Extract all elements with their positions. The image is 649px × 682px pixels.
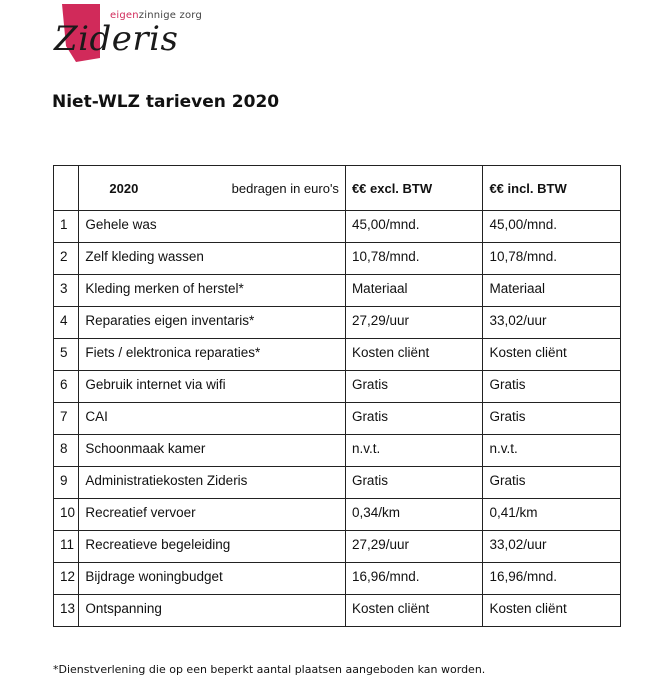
row-number: 5	[54, 339, 79, 371]
row-number: 12	[54, 563, 79, 595]
row-price-excl-btw: Kosten cliënt	[345, 595, 483, 627]
row-price-excl-btw: 16,96/mnd.	[345, 563, 483, 595]
row-price-excl-btw: Kosten cliënt	[345, 339, 483, 371]
table-row	[54, 339, 621, 371]
table-row	[54, 307, 621, 339]
row-number: 9	[54, 467, 79, 499]
logo-wordmark: Zideris	[54, 19, 179, 59]
row-description: Fiets / elektronica reparaties*	[79, 339, 346, 371]
zideris-logo	[52, 2, 202, 66]
row-price-incl-btw: 0,41/km	[483, 499, 621, 531]
header-excl-btw: €€ excl. BTW	[345, 166, 483, 211]
row-number: 11	[54, 531, 79, 563]
row-price-excl-btw: Materiaal	[345, 275, 483, 307]
table-row	[54, 371, 621, 403]
table-row	[54, 243, 621, 275]
row-description: Administratiekosten Zideris	[79, 467, 346, 499]
header-desc-cell	[79, 166, 346, 211]
row-price-incl-btw: 33,02/uur	[483, 307, 621, 339]
tariffs-table	[53, 165, 621, 627]
row-price-excl-btw: 10,78/mnd.	[345, 243, 483, 275]
table-row	[54, 595, 621, 627]
row-price-excl-btw: Gratis	[345, 403, 483, 435]
row-number: 7	[54, 403, 79, 435]
table-row	[54, 499, 621, 531]
row-price-excl-btw: Gratis	[345, 371, 483, 403]
row-price-excl-btw: Gratis	[345, 467, 483, 499]
row-price-excl-btw: 27,29/uur	[345, 307, 483, 339]
row-price-incl-btw: n.v.t.	[483, 435, 621, 467]
table-row	[54, 211, 621, 243]
footnote: *Dienstverlening die op een beperkt aantal plaatsen aangeboden kan worden.	[53, 663, 486, 676]
table-row	[54, 467, 621, 499]
row-price-incl-btw: 45,00/mnd.	[483, 211, 621, 243]
header-num-cell	[54, 166, 79, 211]
row-description: CAI	[79, 403, 346, 435]
row-price-incl-btw: 16,96/mnd.	[483, 563, 621, 595]
table-row	[54, 275, 621, 307]
table-body	[54, 211, 621, 627]
row-price-incl-btw: 10,78/mnd.	[483, 243, 621, 275]
logo-tagline-rest: zinnige zorg	[138, 10, 202, 21]
row-price-incl-btw: Gratis	[483, 371, 621, 403]
row-price-incl-btw: Gratis	[483, 403, 621, 435]
header-year: 2020	[109, 180, 139, 196]
logo-tagline-accent: eigen	[110, 10, 139, 21]
row-number: 8	[54, 435, 79, 467]
table-row	[54, 563, 621, 595]
row-price-incl-btw: Gratis	[483, 467, 621, 499]
row-number: 3	[54, 275, 79, 307]
row-description: Reparaties eigen inventaris*	[79, 307, 346, 339]
table-header-row	[54, 166, 621, 211]
row-price-incl-btw: Kosten cliënt	[483, 595, 621, 627]
table-row	[54, 435, 621, 467]
row-description: Bijdrage woningbudget	[79, 563, 346, 595]
row-number: 4	[54, 307, 79, 339]
row-price-excl-btw: n.v.t.	[345, 435, 483, 467]
row-price-excl-btw: 45,00/mnd.	[345, 211, 483, 243]
table-row	[54, 403, 621, 435]
row-number: 10	[54, 499, 79, 531]
header-incl-btw: €€ incl. BTW	[483, 166, 621, 211]
row-price-incl-btw: 33,02/uur	[483, 531, 621, 563]
row-description: Ontspanning	[79, 595, 346, 627]
row-number: 1	[54, 211, 79, 243]
row-number: 6	[54, 371, 79, 403]
row-number: 13	[54, 595, 79, 627]
row-description: Recreatieve begeleiding	[79, 531, 346, 563]
row-description: Gebruik internet via wifi	[79, 371, 346, 403]
row-description: Gehele was	[79, 211, 346, 243]
row-price-excl-btw: 0,34/km	[345, 499, 483, 531]
row-price-excl-btw: 27,29/uur	[345, 531, 483, 563]
row-number: 2	[54, 243, 79, 275]
page-title: Niet-WLZ tarieven 2020	[52, 92, 280, 112]
row-price-incl-btw: Materiaal	[483, 275, 621, 307]
row-description: Recreatief vervoer	[79, 499, 346, 531]
row-description: Schoonmaak kamer	[79, 435, 346, 467]
row-price-incl-btw: Kosten cliënt	[483, 339, 621, 371]
row-description: Kleding merken of herstel*	[79, 275, 346, 307]
row-description: Zelf kleding wassen	[79, 243, 346, 275]
table-row	[54, 531, 621, 563]
header-note: bedragen in euro's	[231, 180, 339, 196]
